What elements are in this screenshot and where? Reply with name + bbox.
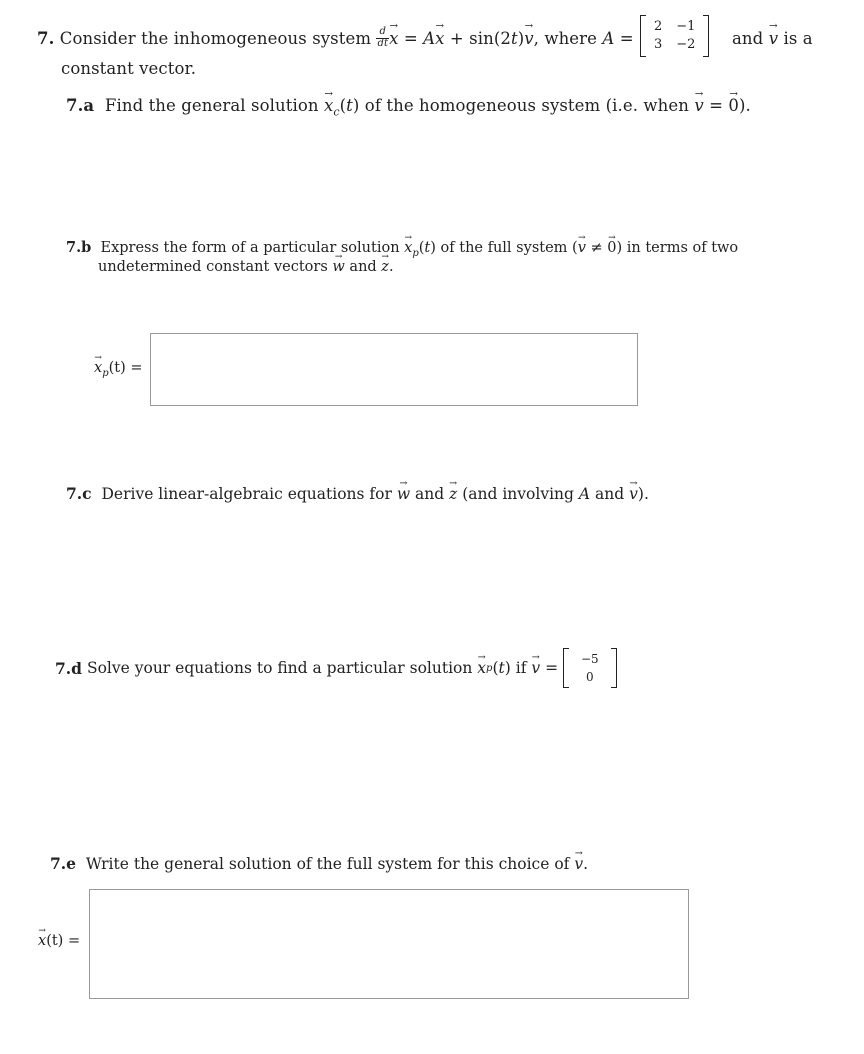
q7e-label: 7.e bbox=[50, 854, 77, 873]
matrix-A-entry: 2 bbox=[654, 19, 663, 34]
q7e-answer-box[interactable] bbox=[89, 889, 689, 999]
q7b-prompt: 7.b Express the form of a particular solution → $x_p(t)$ of the full system (→ v ≠ → 0) in terms of two bbox=[66, 239, 738, 259]
q7d-prompt: 7.d Solve your equations to find a particular solution → x p ( t ) if → v = −5 0 bbox=[55, 648, 617, 688]
q7d-label: 7.d bbox=[55, 658, 83, 678]
matrix-A-entry: −1 bbox=[676, 19, 696, 34]
q7a-label: 7.a bbox=[66, 96, 95, 115]
q7b-answer-box[interactable] bbox=[150, 333, 638, 406]
q7-statement: 7. Consider the inhomogeneous system $\frac{d}{dt}$ → x = A → x + sin(2 t ) → v , where A = bbox=[37, 25, 639, 51]
matrix-A bbox=[640, 15, 709, 59]
q7-where: , where bbox=[533, 28, 598, 48]
q7e-prompt: 7.e Write the general solution of the full system for this choice of → v. bbox=[50, 854, 588, 873]
q7c-label: 7.c bbox=[66, 484, 92, 503]
q7b-line2: undetermined constant vectors → w and → z. bbox=[98, 259, 394, 275]
q7-tail: and → v is a bbox=[732, 25, 813, 51]
q7-line2: constant vector. bbox=[61, 59, 197, 78]
vector-v-entry: −5 bbox=[580, 652, 599, 666]
matrix-A-entry: 3 bbox=[654, 37, 663, 52]
var-v: → v bbox=[524, 29, 533, 48]
vector-v-entry: 0 bbox=[586, 670, 594, 684]
matrix-A-entry: −2 bbox=[676, 37, 696, 52]
q7-intro: Consider the inhomogeneous system bbox=[59, 28, 372, 48]
q7c-prompt: 7.c Derive linear-algebraic equations for → w and → z (and involving A and → v). bbox=[66, 484, 649, 503]
q7-number: 7. bbox=[37, 28, 55, 48]
q7e-answer-label: → x(t) = bbox=[38, 933, 80, 949]
derivative-operator: $\frac{d}{dt}$ bbox=[377, 26, 389, 49]
q7a-prompt: 7.a Find the general solution → $x_c(t)$ of the homogeneous system (i.e. when → v = → 0). bbox=[66, 96, 751, 118]
var-x: → x bbox=[389, 29, 398, 48]
q7b-answer-label: → $x_p(t)$ = bbox=[94, 360, 143, 379]
q7b-label: 7.b bbox=[66, 239, 92, 256]
vector-v bbox=[563, 648, 617, 688]
